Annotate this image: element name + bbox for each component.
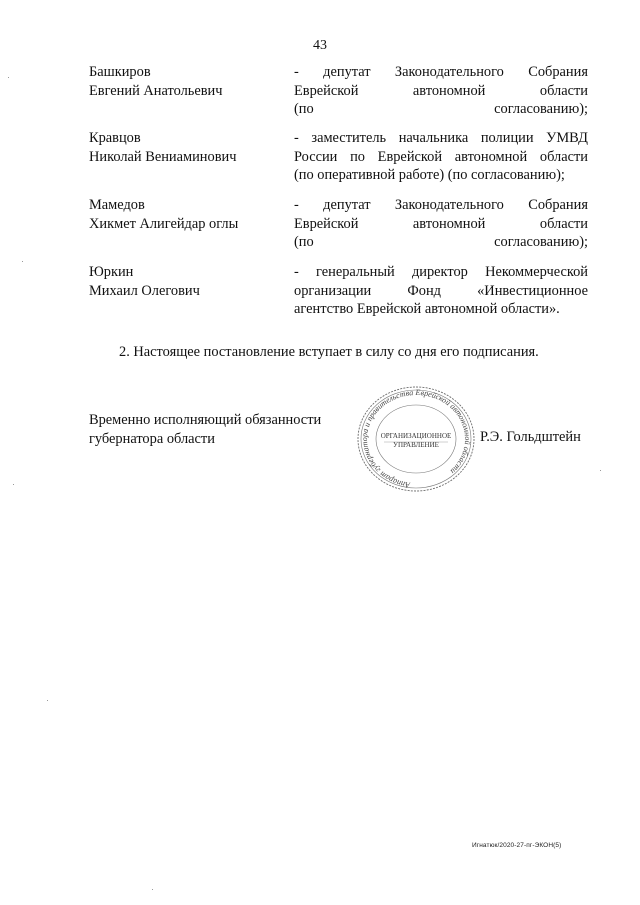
member-name [89,263,289,300]
member-given-names: Евгений Анатольевич [89,82,223,99]
signatory-title-line-1: Временно исполняющий обязанности [89,412,322,428]
role-line-3: (по согласованию); [294,101,588,117]
scan-speck [22,261,23,262]
member-name [89,129,289,166]
scan-speck [8,77,9,78]
scan-speck [600,470,601,471]
role-line-1: - генеральный директор Некоммерческой [294,264,588,280]
member-surname: Башкиров [89,64,151,80]
stamp-ring-text: Аппарат губернатора и правительства Еврейской автономной области [360,387,473,490]
member-name [89,63,289,100]
member-role [294,263,588,319]
role-line-2: Еврейской автономной области [294,82,588,99]
signatory-title [89,411,359,448]
role-line-2: Еврейской автономной области [294,215,588,232]
role-line-2: России по Еврейской автономной области [294,148,588,165]
signatory-title-line-2: губернатора области [89,430,215,447]
role-line-1: - заместитель начальника полиции УМВД [294,130,588,146]
role-line-3: (по согласованию); [294,234,588,250]
member-role [294,63,588,119]
member-name [89,196,289,233]
page-number: 43 [313,38,327,53]
member-entry-3 [89,196,588,252]
member-role [294,196,588,252]
role-line-3: агентство Еврейской автономной области». [294,301,560,317]
member-role [294,129,588,185]
stamp-center-line-2: УПРАВЛЕНИЕ [393,441,439,449]
stamp-center-line-1: ОРГАНИЗАЦИОННОЕ [380,432,452,440]
member-surname: Кравцов [89,130,141,146]
member-entry-2 [89,129,588,185]
scan-speck [152,889,153,890]
member-entry-4 [89,263,588,319]
member-surname: Юркин [89,264,134,280]
scan-speck [13,484,14,485]
member-given-names: Николай Вениаминович [89,148,237,165]
scan-speck [47,700,48,701]
member-surname: Мамедов [89,197,145,213]
member-given-names: Михаил Олегович [89,282,200,299]
official-stamp [354,383,478,493]
effective-date-paragraph: 2. Настоящее постановление вступает в силу со дня его подписания. [119,344,539,360]
role-line-2: организации Фонд «Инвестиционное [294,282,588,299]
role-line-3: (по оперативной работе) (по согласованию); [294,167,565,183]
signatory-name: Р.Э. Гольдштейн [480,429,581,445]
role-line-1: - депутат Законодательного Собрания [294,197,588,213]
member-given-names: Хикмет Алигейдар оглы [89,215,239,232]
document-reference: Игнатюк/2020-27-пг-ЭКОН(5) [472,842,562,849]
member-entry-1 [89,63,588,119]
stamp-seal-icon [354,383,478,493]
role-line-1: - депутат Законодательного Собрания [294,64,588,80]
